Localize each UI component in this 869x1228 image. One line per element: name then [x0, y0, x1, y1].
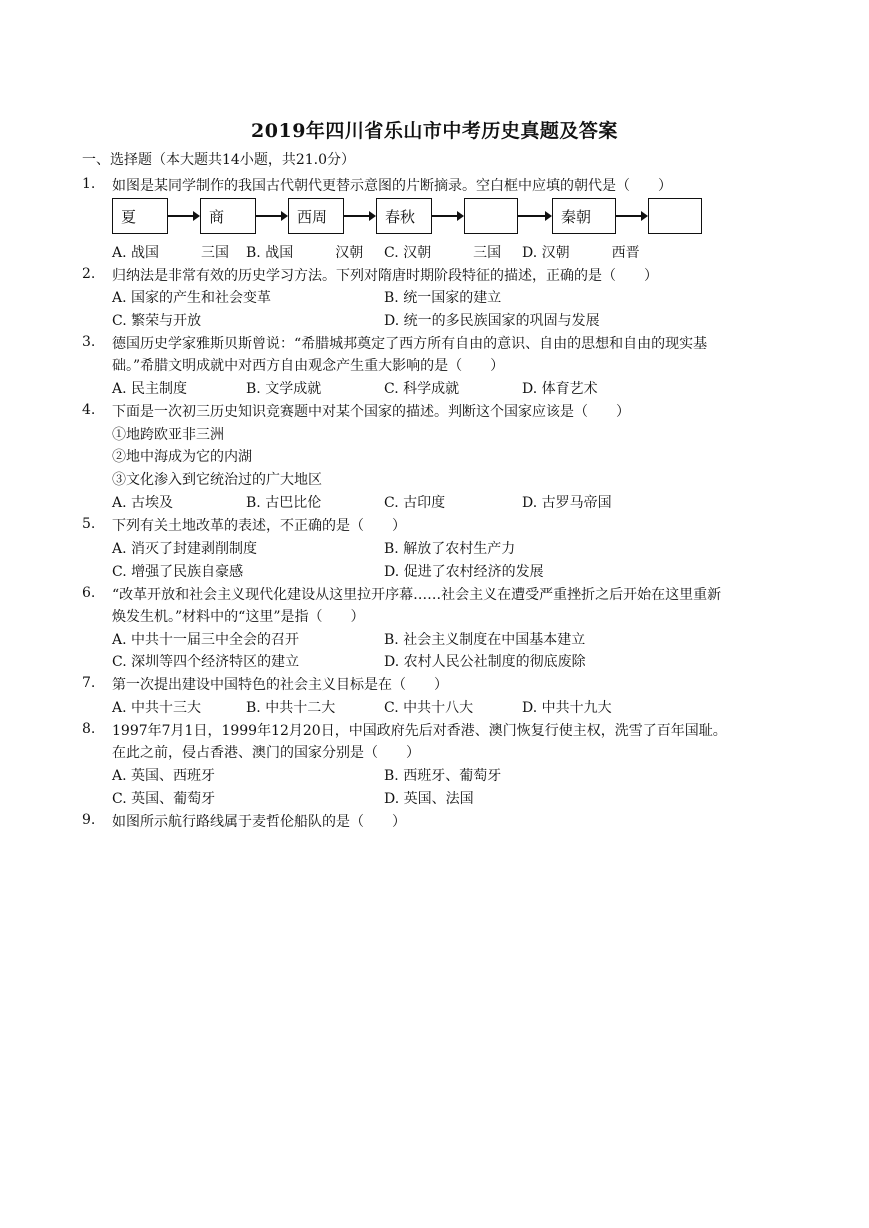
option-b: B. 西班牙、葡萄牙: [384, 768, 502, 784]
question-number: 5.: [82, 516, 96, 532]
question-number: 4.: [82, 402, 96, 418]
option-d: D. 汉朝 西晋: [522, 245, 640, 261]
option-b: B. 解放了农村生产力: [384, 541, 516, 557]
dynasty-box: 春秋: [376, 198, 432, 234]
option-c: C. 英国、葡萄牙: [112, 791, 216, 807]
question-number: 3.: [82, 334, 96, 350]
question-8-text-cont: 在此之前，侵占香港、澳门的国家分别是（ ）: [112, 745, 420, 761]
option-c: C. 深圳等四个经济特区的建立: [112, 654, 300, 670]
dynasty-box: 西周: [288, 198, 344, 234]
option-a: A. 古埃及: [112, 495, 174, 511]
question-number: 9.: [82, 812, 96, 828]
option-c: C. 汉朝 三国: [384, 245, 502, 261]
question-number: 7.: [82, 675, 96, 691]
arrow-icon: [432, 215, 462, 217]
question-3-text-cont: 础。”希腊文明成就中对西方自由观念产生重大影响的是（ ）: [112, 358, 505, 374]
option-a: A. 英国、西班牙: [112, 768, 216, 784]
question-number: 2.: [82, 266, 96, 282]
question-number: 1.: [82, 176, 96, 192]
option-b: B. 统一国家的建立: [384, 290, 502, 306]
option-d: D. 古罗马帝国: [522, 495, 612, 511]
question-3-text: 德国历史学家雅斯贝斯曾说：“希腊城邦奠定了西方所有自由的意识、自由的思想和自由的现实基: [112, 336, 708, 352]
question-6-text-cont: 焕发生机。”材料中的“这里”是指（ ）: [112, 609, 365, 625]
option-c: C. 古印度: [384, 495, 446, 511]
dynasty-box: 商: [200, 198, 256, 234]
question-2-text: 归纳法是非常有效的历史学习方法。下列对隋唐时期阶段特征的描述，正确的是（ ）: [112, 268, 658, 284]
question-8-text: 1997年7月1日，1999年12月20日，中国政府先后对香港、澳门恢复行使主权，洗雪了百年国耻。: [112, 723, 727, 739]
question-4-text: 下面是一次初三历史知识竞赛题中对某个国家的描述。判断这个国家应该是（ ）: [112, 404, 630, 420]
option-b: B. 文学成就: [246, 381, 322, 397]
question-6-text: “改革开放和社会主义现代化建设从这里拉开序幕……社会主义在遭受严重挫折之后开始在这里重新: [112, 587, 722, 603]
question-7-text: 第一次提出建设中国特色的社会主义目标是在（ ）: [112, 677, 448, 693]
question-number: 6.: [82, 585, 96, 601]
option-a: A. 战国 三国: [112, 245, 230, 261]
dynasty-blank-box: [464, 198, 518, 234]
arrow-icon: [168, 215, 198, 217]
arrow-icon: [256, 215, 286, 217]
page-title: 2019年四川省乐山市中考历史真题及答案: [251, 120, 618, 142]
question-9-text: 如图所示航行路线属于麦哲伦船队的是（ ）: [112, 814, 406, 830]
question-number: 8.: [82, 721, 96, 737]
question-5-text: 下列有关土地改革的表述，不正确的是（ ）: [112, 518, 406, 534]
clue-item: ③文化渗入到它统治过的广大地区: [112, 472, 322, 488]
question-1-text: 如图是某同学制作的我国古代朝代更替示意图的片断摘录。空白框中应填的朝代是（ ）: [112, 178, 672, 194]
option-b: B. 中共十二大: [246, 700, 336, 716]
option-a: A. 中共十一届三中全会的召开: [112, 632, 300, 648]
dynasty-box: 夏: [112, 198, 168, 234]
option-d: D. 促进了农村经济的发展: [384, 564, 544, 580]
option-a: A. 消灭了封建剥削制度: [112, 541, 258, 557]
option-c: C. 科学成就: [384, 381, 460, 397]
dynasty-diagram: [112, 198, 712, 238]
option-d: D. 英国、法国: [384, 791, 474, 807]
clue-item: ②地中海成为它的内湖: [112, 449, 252, 465]
arrow-icon: [518, 215, 550, 217]
option-d: D. 农村人民公社制度的彻底废除: [384, 654, 586, 670]
option-b: B. 社会主义制度在中国基本建立: [384, 632, 586, 648]
dynasty-box: 秦朝: [552, 198, 616, 234]
option-a: A. 民主制度: [112, 381, 188, 397]
arrow-icon: [616, 215, 646, 217]
clue-item: ①地跨欧亚非三洲: [112, 427, 224, 443]
option-b: B. 古巴比伦: [246, 495, 322, 511]
option-d: D. 中共十九大: [522, 700, 612, 716]
option-a: A. 国家的产生和社会变革: [112, 290, 272, 306]
arrow-icon: [344, 215, 374, 217]
option-d: D. 统一的多民族国家的巩固与发展: [384, 313, 600, 329]
option-a: A. 中共十三大: [112, 700, 202, 716]
option-c: C. 中共十八大: [384, 700, 474, 716]
option-c: C. 增强了民族自豪感: [112, 564, 244, 580]
dynasty-blank-box: [648, 198, 702, 234]
option-b: B. 战国 汉朝: [246, 245, 364, 261]
section-heading: 一、选择题（本大题共14小题，共21.0分）: [82, 152, 355, 168]
option-d: D. 体育艺术: [522, 381, 598, 397]
option-c: C. 繁荣与开放: [112, 313, 202, 329]
